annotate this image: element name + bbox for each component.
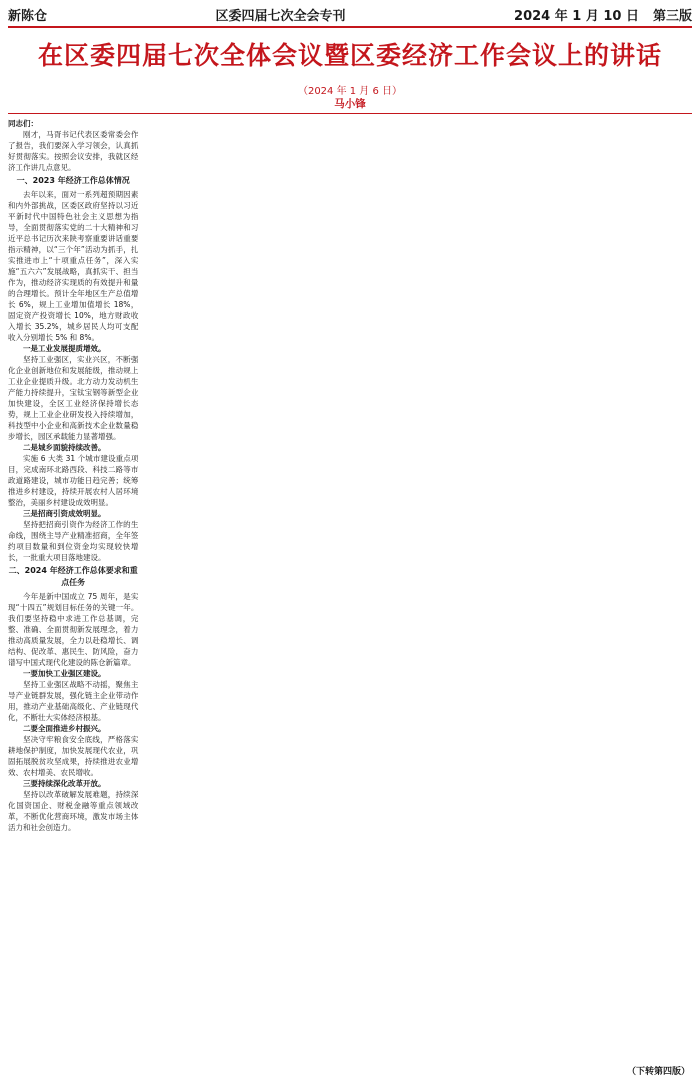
subsection-heading: 二要全面推进乡村振兴。 [23,724,106,733]
section-heading: 一、2023 年经济工作总体情况 [16,176,130,185]
subsection-heading: 一要加快工业强区建设。 [23,669,106,678]
header-rule [8,113,692,114]
intro-paragraph: 刚才，马胥书记代表区委常委会作了报告，我们要深入学习领会，认真抓好贯彻落实。按照会议安排，我就区经济工作讲几点意见。 [8,130,139,172]
continued-note: （下转第四版） [626,1067,690,1077]
page-number: 第三版 [652,8,692,24]
masthead [8,4,692,24]
body-paragraph: 去年以来，面对一系列超预期因素和内外部挑战，区委区政府坚持以习近平新时代中国特色社会主义思想为指导，全面贯彻落实党的二十大精神和习近平总书记历次来陕考察重要讲话重要指示精神，以“三个年”活动为抓手，扎实推进市上“十项重点任务”，深入实施“五六六”发展战略，真抓实干、担当作为，推动经济实现质的有效提升和量的合理增长。预计全年地区生产总值增长 6%，规上工业增加值增长 18%，固定资产投资增长 10%，地方财政收入增长 35.2%，城乡居民人均可支配收入分别增长 5% 和 8%。 [8,190,139,342]
subsection-heading: 二是城乡面貌持续改善。 [23,443,106,452]
body-paragraph: 坚决守牢粮食安全底线，严格落实耕地保护制度，加快发展现代农业，巩固拓展脱贫攻坚成果，持续推进农业增效、农村增美、农民增收。 [8,735,139,777]
body-paragraph: 实施 6 大类 31 个城市建设重点项目，完成南环北路西段、科技二路等市政道路建设，城市功能日趋完善；统筹推进乡村建设，持续开展农村人居环境整治，美丽乡村建设成效明显。 [8,454,139,507]
section-heading: 二、2024 年经济工作总体要求和重点任务 [8,566,138,587]
masthead-rule [8,26,692,28]
body-paragraph: 坚持工业强区，实业兴区，不断强化企业创新地位和发展能级，推动规上工业企业提质升级。北方动力发动机生产能力持续提升，宝钛宝钢等新型企业加快建设，全区工业经济保持增长态势，规上工业企业研发投入持续增加，科技型中小企业和高新技术企业数量稳步增长，园区承载能力显著增强。 [8,355,139,441]
body-paragraph: 坚持工业强区战略不动摇，聚焦主导产业链群发展，强化链主企业带动作用，推动产业基础高级化、产业链现代化，不断壮大实体经济根基。 [8,680,139,722]
body-paragraph: 坚持以改革破解发展难题，持续深化国资国企、财税金融等重点领域改革，不断优化营商环境，激发市场主体活力和社会创造力。 [8,790,139,832]
subsection-heading: 三是招商引资成效明显。 [23,509,106,518]
headline: 在区委四届七次全体会议暨区委经济工作会议上的讲话 [37,41,662,70]
issue-date: 2024 年 1 月 10 日 [514,8,639,24]
article-columns [8,118,692,1068]
dateline: （2024 年 1 月 6 日） [297,86,403,97]
paper-name: 新陈仓 [8,8,48,24]
salutation: 同志们： [8,119,38,128]
body-paragraph: 今年是新中国成立 75 周年，是实现“十四五”规划目标任务的关键一年。我们要坚持稳中求进工作总基调，完整、准确、全面贯彻新发展理念，着力推动高质量发展，全力以赴稳增长、调结构、促改革、惠民生、防风险，奋力谱写中国式现代化建设的陈仓新篇章。 [8,592,139,667]
body-paragraph: 坚持把招商引资作为经济工作的生命线，围绕主导产业精准招商，全年签约项目数量和到位资金均实现较快增长，一批重大项目落地建设。 [8,520,139,562]
edition-label: 区委四届七次全会专刊 [215,8,346,24]
subsection-heading: 一是工业发展提质增效。 [23,344,106,353]
author: 马小锋 [334,98,366,110]
article-body [8,118,692,1068]
subsection-heading: 三要持续深化改革开放。 [23,779,106,788]
